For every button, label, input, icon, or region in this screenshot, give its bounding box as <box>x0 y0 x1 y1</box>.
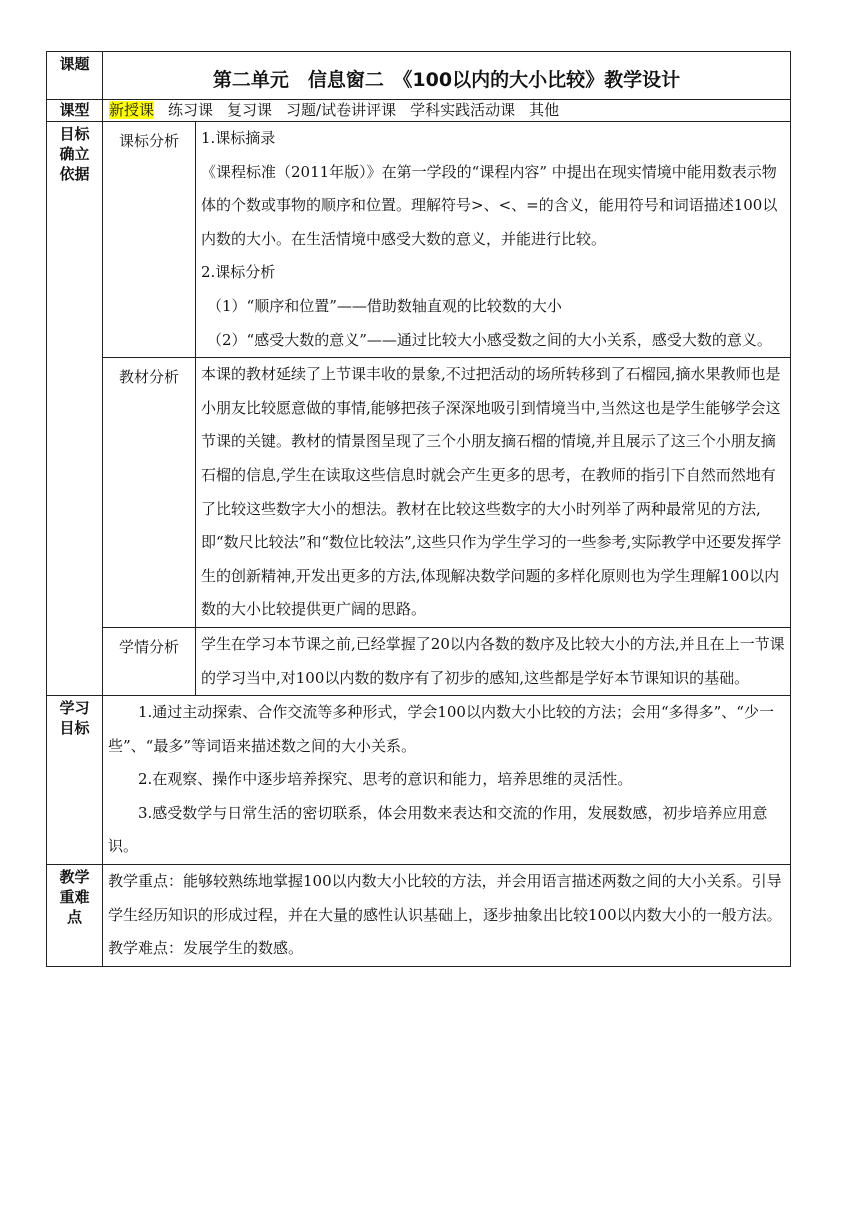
objectives-label-line: 学习 <box>59 699 90 718</box>
key-points-label-line: 点 <box>66 908 82 927</box>
objectives-label <box>47 696 103 865</box>
textbook-row <box>47 358 791 628</box>
textbook-content <box>196 358 791 628</box>
objective-item: 3.感受数学与日常生活的密切联系，体会用数来表达和交流的作用，发展数感，初步培养应用意识。 <box>108 803 768 856</box>
lesson-type-option: 练习课 <box>168 101 214 119</box>
curriculum-point: （1）“顺序和位置”——借助数轴直观的比较数的大小 <box>207 296 562 315</box>
basis-label-line: 确立 <box>59 145 90 163</box>
lesson-type-option: 习题/试卷讲评课 <box>286 101 397 119</box>
page-title: 第二单元 信息窗二 《100以内的大小比较》教学设计 <box>103 52 791 100</box>
objective-item: 2.在观察、操作中逐步培养探究、思考的意识和能力，培养思维的灵活性。 <box>138 770 633 789</box>
lesson-type-option: 其他 <box>529 101 560 119</box>
basis-label-line: 目标 <box>59 125 90 143</box>
curriculum-content <box>196 122 791 358</box>
curriculum-heading: 2.课标分析 <box>201 263 276 282</box>
lesson-type-options <box>103 100 791 122</box>
curriculum-heading: 1.课标摘录 <box>201 129 276 147</box>
key-points-row <box>47 865 791 967</box>
lesson-type-label: 课型 <box>47 100 103 122</box>
objectives-label-line: 目标 <box>59 719 90 738</box>
students-content <box>196 627 791 695</box>
lesson-type-option: 学科实践活动课 <box>410 101 516 119</box>
teaching-difficulty: 教学难点：发展学生的数感。 <box>108 939 304 958</box>
students-row <box>47 627 791 695</box>
key-points-label-line: 重难 <box>59 888 90 907</box>
basis-label-line: 依据 <box>59 165 90 183</box>
lesson-plan-table <box>46 51 791 967</box>
basis-label <box>47 122 103 696</box>
key-points-content <box>103 865 791 967</box>
curriculum-row <box>47 122 791 358</box>
teaching-focus: 教学重点：能够较熟练地掌握100以内数大小比较的方法，并会用语言描述两数之间的大小关系。引导学生经历知识的形成过程，并在大量的感性认识基础上，逐步抽象出比较100以内数大小的一般方法。 <box>108 872 782 924</box>
curriculum-point: （2）“感受大数的意义”——通过比较大小感受数之间的大小关系，感受大数的意义。 <box>207 330 772 349</box>
title-row <box>47 52 791 100</box>
objective-item: 1.通过主动探索、合作交流等多种形式，学会100以内数大小比较的方法；会用“多得多”、“少一些”、“最多”等词语来描述数之间的大小关系。 <box>108 703 774 755</box>
textbook-label: 教材分析 <box>103 358 196 628</box>
key-points-label-line: 教学 <box>59 868 90 887</box>
subject-label: 课题 <box>47 52 103 100</box>
textbook-paragraph: 本课的教材延续了上节课丰收的景象,不过把活动的场所转移到了石榴园,摘水果教师也是小朋友比较愿意做的事情,能够把孩子深深地吸引到情境当中,当然这也是学生能够学会这节课的关键。教材的情景图呈现了三个小朋友摘石榴的情境,并且展示了这三个小朋友摘石榴的信息,学生在读取这些信息时就会产生更多的思考，在教师的指引下自然而然地有了比较这些数字大小的想法。教材在比较这些数字的大小时列举了两种最常见的方法,即“数尺比较法”和“数位比较法”,这些只作为学生学习的一些参考,实际教学中还要发挥学生的创新精神,开发出更多的方法,体现解决数学问题的多样化原则也为学生理解100以内数的大小比较提供更广阔的思路。 <box>201 365 782 619</box>
curriculum-paragraph: 《课程标准（2011年版）》在第一学段的“课程内容” 中提出在现实情境中能用数表示物体的个数或事物的顺序和位置。理解符号>、<、=的含义，能用符号和词语描述100以内数的大小。在生活情境中感受大数的意义，并能进行比较。 <box>201 162 778 248</box>
students-label: 学情分析 <box>103 627 196 695</box>
curriculum-label: 课标分析 <box>103 122 196 358</box>
lesson-type-row <box>47 100 791 122</box>
lesson-type-option-selected: 新授课 <box>109 101 155 119</box>
objectives-row <box>47 696 791 865</box>
students-paragraph: 学生在学习本节课之前,已经掌握了20以内各数的数序及比较大小的方法,并且在上一节课的学习当中,对100以内数的数序有了初步的感知,这些都是学好本节课知识的基础。 <box>201 634 785 687</box>
objectives-content <box>103 696 791 865</box>
key-points-label <box>47 865 103 967</box>
lesson-type-option: 复习课 <box>227 101 273 119</box>
